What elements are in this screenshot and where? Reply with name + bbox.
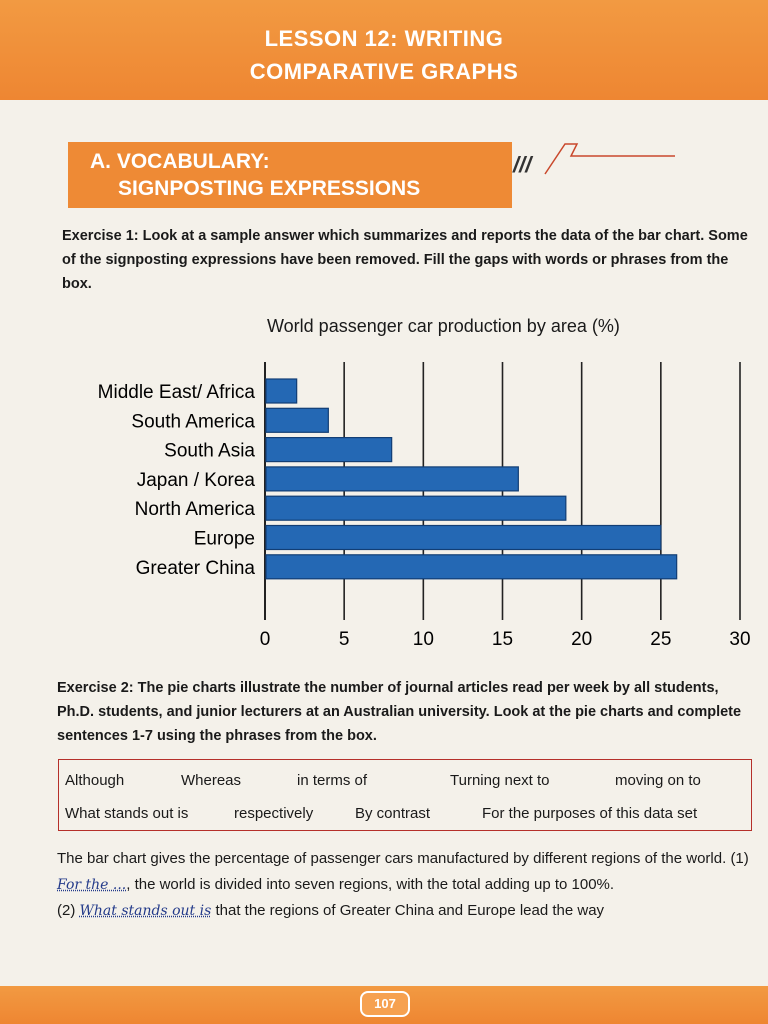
phrase-turning-next-to: Turning next to — [450, 772, 550, 789]
bar-chart — [55, 308, 768, 658]
category-label: South Asia — [164, 440, 255, 462]
bar-3 — [266, 467, 518, 491]
sample-answer-paragraph — [57, 846, 755, 924]
x-tick-label: 20 — [571, 629, 593, 650]
slash-decoration: /// — [513, 152, 532, 177]
x-tick-label: 30 — [729, 629, 751, 650]
lesson-banner — [0, 0, 768, 100]
paragraph-text-1b: , the world is divided into seven regions, with the total adding up to 100%. — [126, 876, 615, 893]
x-tick-label: 5 — [338, 629, 350, 650]
bar-5 — [266, 526, 661, 550]
bar-1 — [266, 408, 328, 432]
category-label: Greater China — [135, 557, 255, 579]
phrase-moving-on-to: moving on to — [615, 772, 701, 789]
bar-6 — [266, 555, 677, 579]
x-tick-label: 15 — [491, 629, 514, 650]
x-tick-label: 10 — [412, 629, 434, 650]
x-tick-label: 25 — [650, 629, 672, 650]
bar-4 — [266, 496, 566, 520]
category-label: Europe — [193, 528, 255, 550]
exercise-2-instructions: Exercise 2: The pie charts illustrate the number of journal articles read per week by all students, Ph.D. students, and junior lecturers at an Australian university. Look at the pie charts and complete sentences 1-7 using the phrases from the box. — [57, 680, 742, 744]
paragraph-text-2b: that the regions of Greater China and Europe lead the way — [211, 902, 605, 919]
paragraph-text-2a: (2) — [57, 902, 80, 919]
lesson-title-line2: COMPARATIVE GRAPHS — [249, 59, 519, 84]
heading-decoration — [505, 134, 675, 184]
phrase-by-contrast: By contrast — [355, 805, 431, 822]
category-label: Middle East/ Africa — [97, 382, 255, 403]
gap-2-handwriting: What stands out is — [79, 903, 212, 919]
section-heading-line2: SIGNPOSTING EXPRESSIONS — [118, 177, 421, 200]
phrase-what-stands-out: What stands out is — [65, 805, 189, 822]
page-number: 107 — [360, 991, 410, 1017]
bar-0 — [266, 379, 297, 403]
phrase-whereas: Whereas — [181, 772, 242, 789]
paragraph-text-1a: The bar chart gives the percentage of passenger cars manufactured by different regions of the world. (1) — [57, 850, 749, 867]
phrase-for-the-purposes: For the purposes of this data set — [482, 805, 698, 822]
phrase-box — [58, 759, 752, 831]
x-tick-label: 0 — [259, 629, 271, 650]
decoration-line — [545, 144, 675, 174]
phrase-respectively: respectively — [234, 805, 314, 822]
phrase-in-terms-of: in terms of — [297, 772, 368, 789]
category-label: South America — [131, 411, 255, 433]
section-heading — [68, 142, 512, 208]
phrase-although: Although — [65, 772, 125, 789]
section-heading-line1: A. VOCABULARY: — [90, 150, 270, 173]
category-label: North America — [134, 499, 255, 521]
chart-plot — [55, 308, 768, 658]
chart-title: World passenger car production by area (%) — [267, 316, 620, 336]
exercise-1-instructions: Exercise 1: Look at a sample answer which summarizes and reports the data of the bar chart. Some of the signposting expressions have been removed. Fill the gaps with words or phrases from the box. — [62, 228, 748, 292]
gap-1-handwriting: For the ... — [57, 877, 127, 893]
category-label: Japan / Korea — [136, 469, 255, 491]
bar-2 — [266, 438, 392, 462]
lesson-title-line1: LESSON 12: WRITING — [264, 26, 504, 51]
